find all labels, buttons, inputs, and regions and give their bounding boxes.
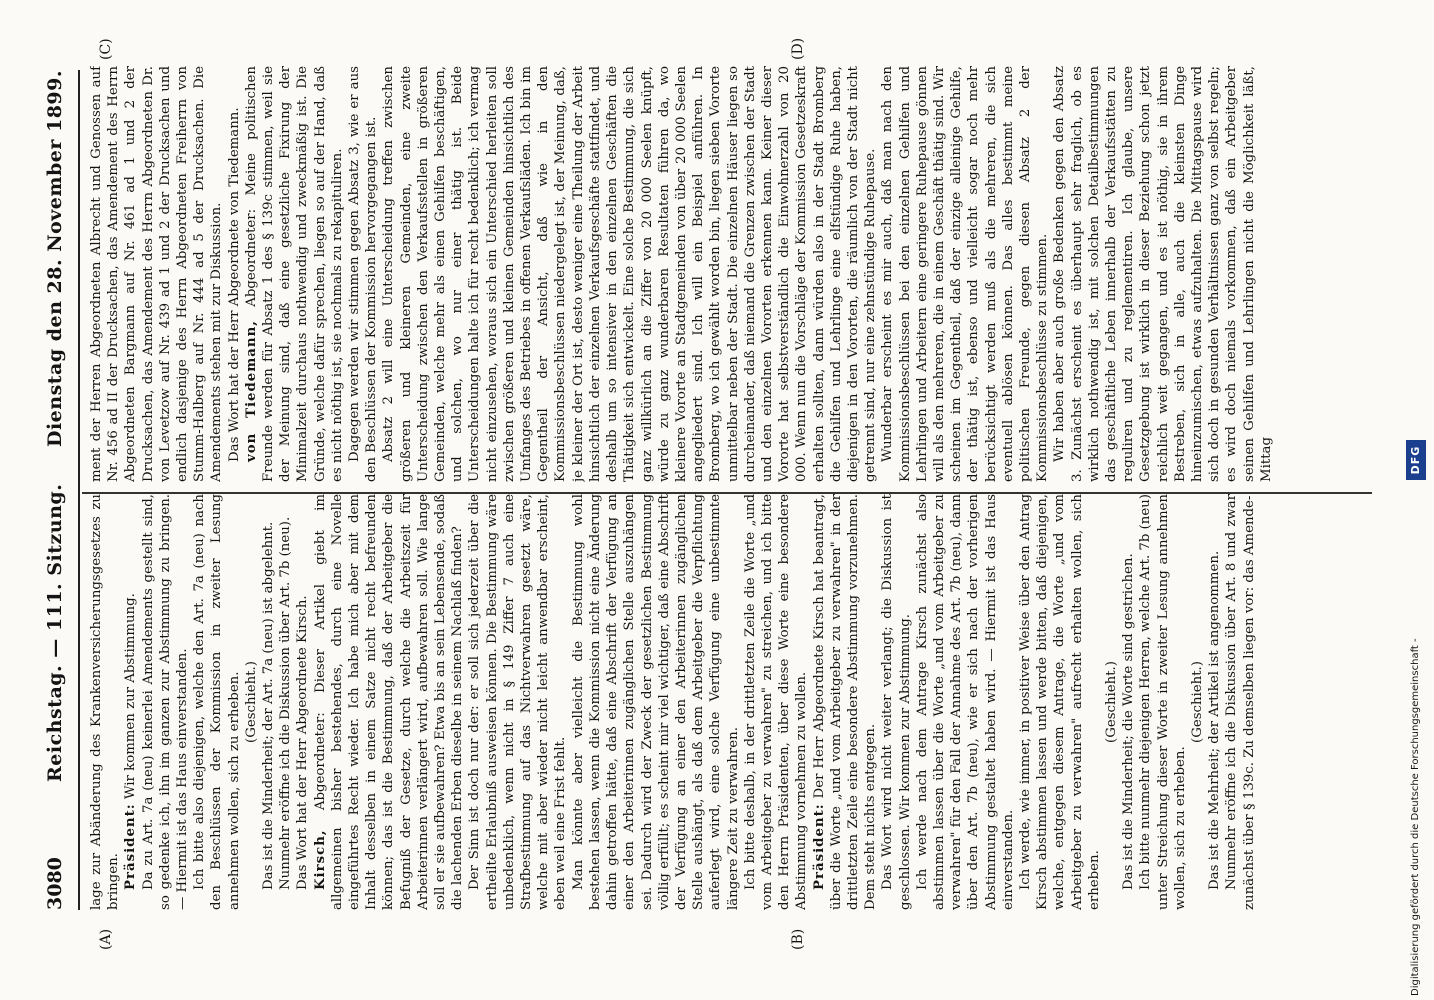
margin-marker-b: (B) [790, 928, 806, 950]
paragraph: Das Wort wird nicht weiter verlangt; die Diskussion ist geschlossen. Wir kommen zur Abstimmung. [880, 494, 913, 910]
paragraph: Wunderbar erscheint es mir auch, daß man nach den Kommissionsbeschlüssen bei den einzelnen Gehilfen und Lehrlingen und Arbeitern eine geringere Ruhepause gönnen will als den mehreren, die in einem Geschäft thätig sind. Wir scheinen im Gegentheil, daß der einzige alleinige Gehilfe, der thätig ist, ebenso und vielleicht sogar noch mehr berücksichtigt werden muß als die mehreren, die sich eventuell ablösen können. Das alles bestimmt meine politischen Freunde, gegen diesen Absatz 2 der Kommissionsbeschlüsse zu stimmen. [880, 66, 1051, 482]
paragraph: Ich werde nach dem Antrage Kirsch zunächst also abstimmen lassen über die Worte „und vom Arbeitgeber zu verwahren" für den Fall der Annahme des Art. 7b (neu), dann über den Art. 7b (neu), wie er sich nach der vorherigen Abstimmung gestaltet haben wird. — Hiermit ist das Haus einverstanden. [914, 494, 1016, 910]
margin-marker-a: (A) [98, 928, 114, 950]
paragraph: (Geschieht.) [1103, 661, 1119, 743]
header-rule [78, 70, 80, 910]
paragraph: Das ist die Minderheit; die Worte sind gestrichen. [1121, 553, 1137, 890]
text-column-right [88, 66, 1343, 482]
paragraph: Das Wort hat der Herr Abgeordnete von Tiedemann. [226, 107, 242, 462]
paragraph: Ich bitte deshalb, in der drittletzten Zeile die Worte „und vom Arbeitgeber zu verwahren" zu streichen, und ich bitte den Herrn Präsidenten, über diese Worte eine besondere Abstimmung vornehmen zu wollen. [742, 494, 810, 910]
paragraph: Präsident: Wir kommen zur Abstimmung. [123, 593, 139, 890]
page-footer [1398, 0, 1432, 1000]
paragraph: Nunmehr eröffne ich die Diskussion über Art. 8 und zwar zunächst über § 139c. Zu demselben liegen vor: das Amende- [1224, 494, 1257, 910]
margin-marker-d: (D) [790, 37, 806, 60]
speaker-name: Kirsch, [312, 829, 328, 890]
header-title: Reichstag. — 111. Sitzung. [44, 483, 66, 782]
paragraph: Das ist die Mehrheit; der Artikel ist angenommen. [1207, 550, 1223, 890]
speaker-name: Präsident: [123, 803, 139, 890]
paragraph: Ich werde, wie immer, in positiver Weise über den Antrag Kirsch abstimmen lassen und werde bitten, daß diejenigen, welche, entgegen diesem Antrage, die Worte „und vom Arbeitgeber zu verwahren" aufrecht erhalten wollen, sich erheben. [1017, 494, 1102, 910]
paragraph: Absatz 2 will eine Unterscheidung treffen zwischen größeren und kleineren Gemeinden, eine zweite Unterscheidung zwischen den Verkaufsstellen in größeren Gemeinden, welche mehr als einen Gehilfen beschäftigen, und solchen, wo nur einer thätig ist. Beide Unterscheidungen halte ich für recht bedenklich; ich vermag nicht einzusehen, woraus sich ein Unterschied herleiten soll zwischen größeren und kleinen Gemeinden hinsichtlich des Umfanges des Betriebes in offenen Verkaufsläden. Ich bin im Gegentheil der Ansicht, daß wie in den Kommissionsbeschlüssen niedergelegt ist, der Meinung, daß, je kleiner der Ort ist, desto weniger eine Theilung der Arbeit hinsichtlich der einzelnen Verkaufsgeschäfte stattfindet, und deshalb um so intensiver in den einzelnen Geschäften die Thätigkeit sich entwickelt. Eine solche Bestimmung, die sich ganz willkürlich an die Ziffer von 20 000 Seelen knüpft, würde zu ganz wunderbaren Resultaten führen da, wo kleinere Vororte an Stadtgemeinden von über 20 000 Seelen angegliedert sind. Ich will ein Beispiel anführen. In Bromberg, wo ich gewählt worden bin, liegen sieben Vororte unmittelbar neben der Stadt. Die einzelnen Häuser liegen so durcheinander, daß niemand die Grenzen zwischen der Stadt und den einzelnen Vororten erkennen kann. Keiner dieser Vororte hat selbstverständlich die Einwohnerzahl von 20 000. Wenn nun die Vorschläge der Kommission Gesetzeskraft erhalten sollten, dann würden also in der Stadt Bromberg die Gehilfen und Lehrlinge eine elfstündige Ruhe haben, diejenigen in den Vororten, die räumlich von der Stadt nicht getrennt sind, nur eine zehnstündige Ruhepause. [381, 66, 879, 482]
paragraph: Präsident: Der Herr Abgeordnete Kirsch hat beantragt, über die Worte „und vom Arbeitgeber zu verwahren" in der drittletzten Zeile eine besondere Abstimmung vorzunehmen. Dem steht nichts entgegen. [811, 494, 879, 910]
speaker-name: von Tiedemann, [243, 320, 259, 462]
dfg-logo: DFG [1406, 440, 1426, 480]
paragraph: Ich bitte nunmehr diejenigen Herren, welche Art. 7b (neu) unter Streichung dieser Worte in zweiter Lesung annehmen wollen, sich zu erheben. [1138, 494, 1188, 910]
paragraph: (Geschieht.) [243, 661, 259, 743]
footer-credit: Digitalisierung gefördert durch die Deutsche Forschungsgemeinschaft - [1410, 638, 1421, 996]
paragraph: Das Wort hat der Herr Abgeordnete Kirsch. [295, 595, 311, 890]
paragraph: Ich bitte also diejenigen, welche den Art. 7a (neu) nach den Beschlüssen der Kommission in zweiter Lesung annehmen wollen, sich zu erheben. [192, 494, 242, 910]
page-number: 3080 [44, 857, 66, 910]
paragraph: (Geschieht.) [1190, 661, 1205, 743]
header-date: Dienstag den 28. November 1899. [44, 70, 66, 448]
paragraph: Nunmehr eröffne ich die Diskussion über Art. 7b (neu). [278, 516, 294, 890]
paragraph: ment der Herren Abgeordneten Albrecht und Genossen auf Nr. 456 ad II der Drucksachen, das Amendement des Herrn Abgeordneten Bargmann auf Nr. 461 ad 1 und 2 der Drucksachen, das Amendement des Herrn Abgeordneten Dr. von Levetzow auf Nr. 439 ad 1 und 2 der Drucksachen und endlich dasjenige des Herrn Abgeordneten Freiherrn von Stumm-Halberg auf Nr. 444 ad 5 der Drucksachen. Die Amendements stehen mit zur Diskussion. [89, 66, 225, 482]
page-header [38, 70, 74, 910]
margin-marker-c: (C) [98, 38, 114, 60]
paragraph: von Tiedemann, Abgeordneter: Meine politischen Freunde werden für Absatz 1 des § 139c stimmen, weil sie der Meinung sind, daß eine gesetzliche Fixirung der Minimalzeit durchaus nothwendig und zweckmäßig ist. Die Gründe, welche dafür sprechen, liegen so auf der Hand, daß es nicht nöthig ist, sie nochmals zu rekapituliren. [243, 66, 345, 482]
paragraph: Kirsch, Abgeordneter: Dieser Artikel giebt im allgemeinen bisher bestehendes, durch eine Novelle eingeführtes Recht wieder. Ich habe mich aber mit dem Inhalt desselben in einem Satze nicht recht befreunden können; das ist die Bestimmung, daß der Arbeitgeber die Befugniß der Gesetze, durch welche die Arbeitszeit für Arbeiterinnen verlängert wird, aufbewahren soll. Wie lange soll er sie aufbewahren? Etwa bis an sein Lebensende, sodaß die lachenden Erben dieselbe in seinem Nachlaß finden? [312, 494, 466, 910]
text-column-left [88, 494, 1343, 910]
speaker-name: Präsident: [811, 803, 827, 890]
paragraph: lage zur Abänderung des Krankenversicherungsgesetzes zu bringen. [89, 494, 122, 910]
paragraph: Man könnte aber vielleicht die Bestimmung wohl bestehen lassen, wenn die Kommission nicht eine Änderung dahin getroffen hätte, daß eine Abschrift der Verfügung an einer den Arbeiterinnen zugänglichen Stelle auszuhängen sei. Dadurch wird der Zweck der gesetzlichen Bestimmung völlig erfüllt; es scheint mir viel wichtiger, daß eine Abschrift der Verfügung an einer den Arbeiterinnen zugänglichen Stelle aushängt, als daß dem Arbeitgeber die Verpflichtung auferlegt wird, eine solche Verfügung eine unbestimmte längere Zeit zu verwahren. [570, 494, 741, 910]
paragraph: Der Sinn ist doch nur der: er soll sich jederzeit über die ertheilte Erlaubniß ausweisen können. Die Bestimmung wäre unbedenklich, wenn nicht in § 149 Ziffer 7 auch eine Strafbestimmung auf das Nichtverwahren gesetzt wäre, welche mit aber wieder nicht leicht anwendbar erscheint, eben weil eine Frist fehlt. [467, 494, 569, 910]
paragraph: Wir haben aber auch große Bedenken gegen den Absatz 3. Zunächst erscheint es überhaupt sehr fraglich, ob es wirklich nothwendig ist, mit solchen Detailbestimmungen das geschäftliche Leben innerhalb der Verkaufsstätten zu reguliren und zu reglementiren. Ich glaube, unsere Gesetzgebung ist wirklich in dieser Beziehung schon jetzt reichlich weit gegangen, und es ist nöthig, sie in ihrem Bestreben, sich in alle, auch die kleinsten Dinge hineinzumischen, etwas aufzuhalten. Die Mittagspause wird sich doch in gesunden Verhältnissen ganz von selbst regeln; es wird doch niemals vorkommen, daß ein Arbeitgeber seinen Gehilfen und Lehrlingen nicht die Möglichkeit läßt, Mittag [1052, 66, 1274, 482]
paragraph: Dagegen werden wir stimmen gegen Absatz 3, wie er aus den Beschlüssen der Kommission hervorgegangen ist. [347, 66, 380, 482]
paragraph: Da zu Art. 7a (neu) keinerlei Amendements gestellt sind, so gedenke ich, ihn im ganzen zur Abstimmung zu bringen. — Hiermit ist das Haus einverstanden. [140, 494, 191, 910]
paragraph: Das ist die Minderheit; der Art. 7a (neu) ist abgelehnt. [261, 521, 277, 890]
